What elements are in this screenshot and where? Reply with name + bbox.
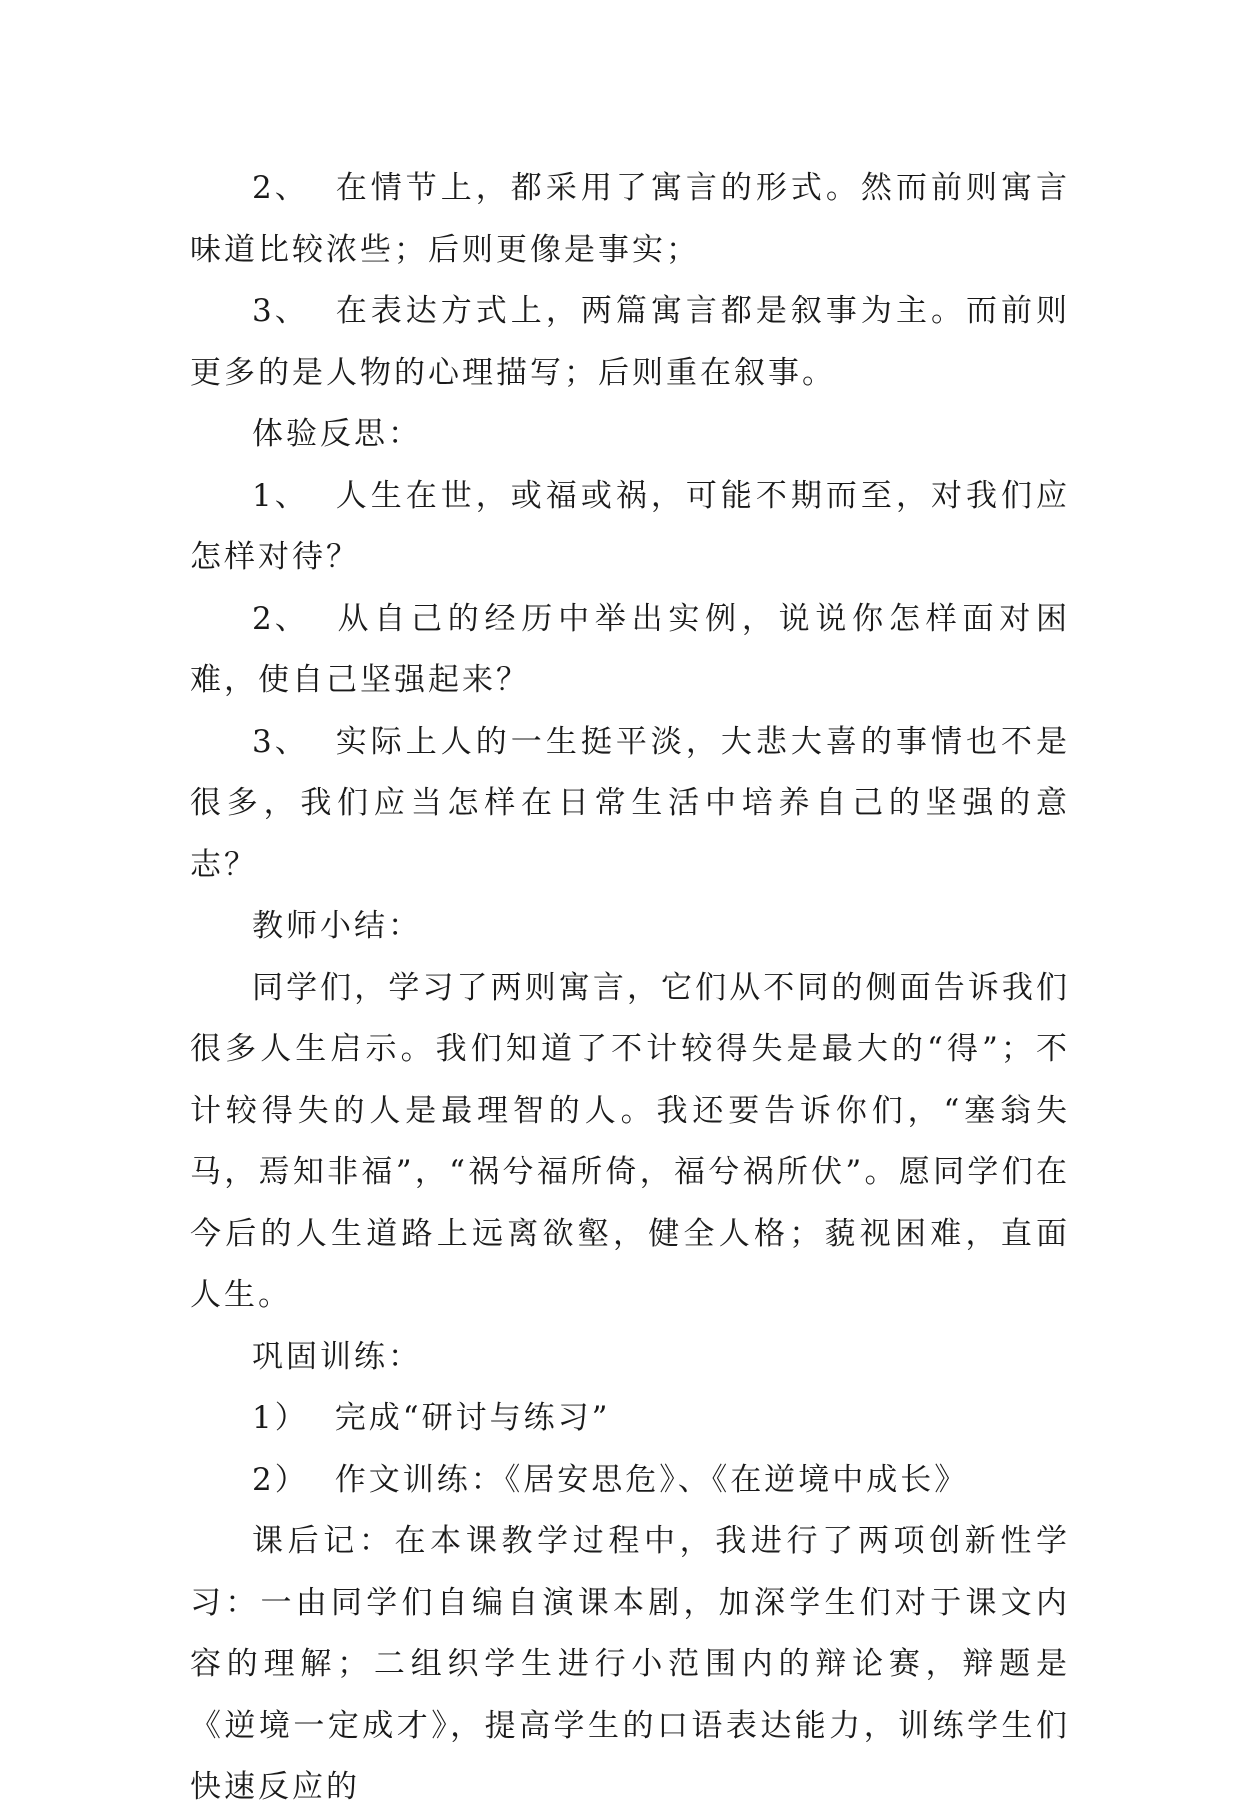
list-item-expression (190, 281, 1070, 404)
document-body (190, 158, 1070, 1819)
item-number: 2、 (252, 170, 309, 206)
item-number: 3、 (252, 723, 309, 760)
item-text: 在情节上，都采用了寓言的形式。然而前则寓言味道比较浓些；后则更像是事实； (190, 170, 1070, 268)
list-item-plot (190, 158, 1070, 281)
reflection-heading: 体验反思： (252, 416, 422, 452)
afterword-paragraph: 课后记：在本课教学过程中，我进行了两项创新性学习：一由同学们自编自演课本剧，加深学生们对于课文内容的理解；二组织学生进行小范围内的辩论赛，辩题是《逆境一定成才》，提高学生的口语表达能力，训练学生们快速反应的 (190, 1523, 1070, 1805)
item-text: 实际上人的一生挺平淡，大悲大喜的事情也不是很多，我们应当怎样在日常生活中培养自己的坚强的意志？ (190, 723, 1070, 883)
item-text: 完成“研讨与练习” (334, 1400, 611, 1436)
item-number: 1） (252, 1400, 309, 1436)
summary-paragraph: 同学们，学习了两则寓言，它们从不同的侧面告诉我们很多人生启示。我们知道了不计较得失是最大的“得”；不计较得失的人是最理智的人。我还要告诉你们，“塞翁失马，焉知非福”，“祸兮福所倚，福兮祸所伏”。愿同学们在今后的人生道路上远离欲壑，健全人格；藐视困难，直面人生。 (190, 969, 1070, 1313)
item-text: 人生在世，或福或祸，可能不期而至，对我们应怎样对待？ (190, 477, 1070, 575)
practice-item (190, 1388, 1070, 1450)
item-text: 作文训练：《居安思危》、《在逆境中成长》 (334, 1461, 969, 1498)
practice-item (190, 1450, 1070, 1512)
item-text: 从自己的经历中举出实例，说说你怎样面对困难，使自己坚强起来？ (190, 600, 1070, 698)
practice-heading: 巩固训练： (252, 1338, 422, 1375)
summary-heading: 教师小结： (252, 908, 422, 944)
item-text: 在表达方式上，两篇寓言都是叙事为主。而前则更多的是人物的心理描写；后则重在叙事。 (190, 293, 1070, 391)
reflection-item (190, 712, 1070, 897)
reflection-item (190, 466, 1070, 589)
reflection-item (190, 589, 1070, 712)
item-number: 1、 (252, 477, 309, 514)
item-number: 2） (252, 1461, 309, 1498)
item-number: 2、 (252, 600, 309, 637)
item-number: 3、 (252, 293, 309, 329)
